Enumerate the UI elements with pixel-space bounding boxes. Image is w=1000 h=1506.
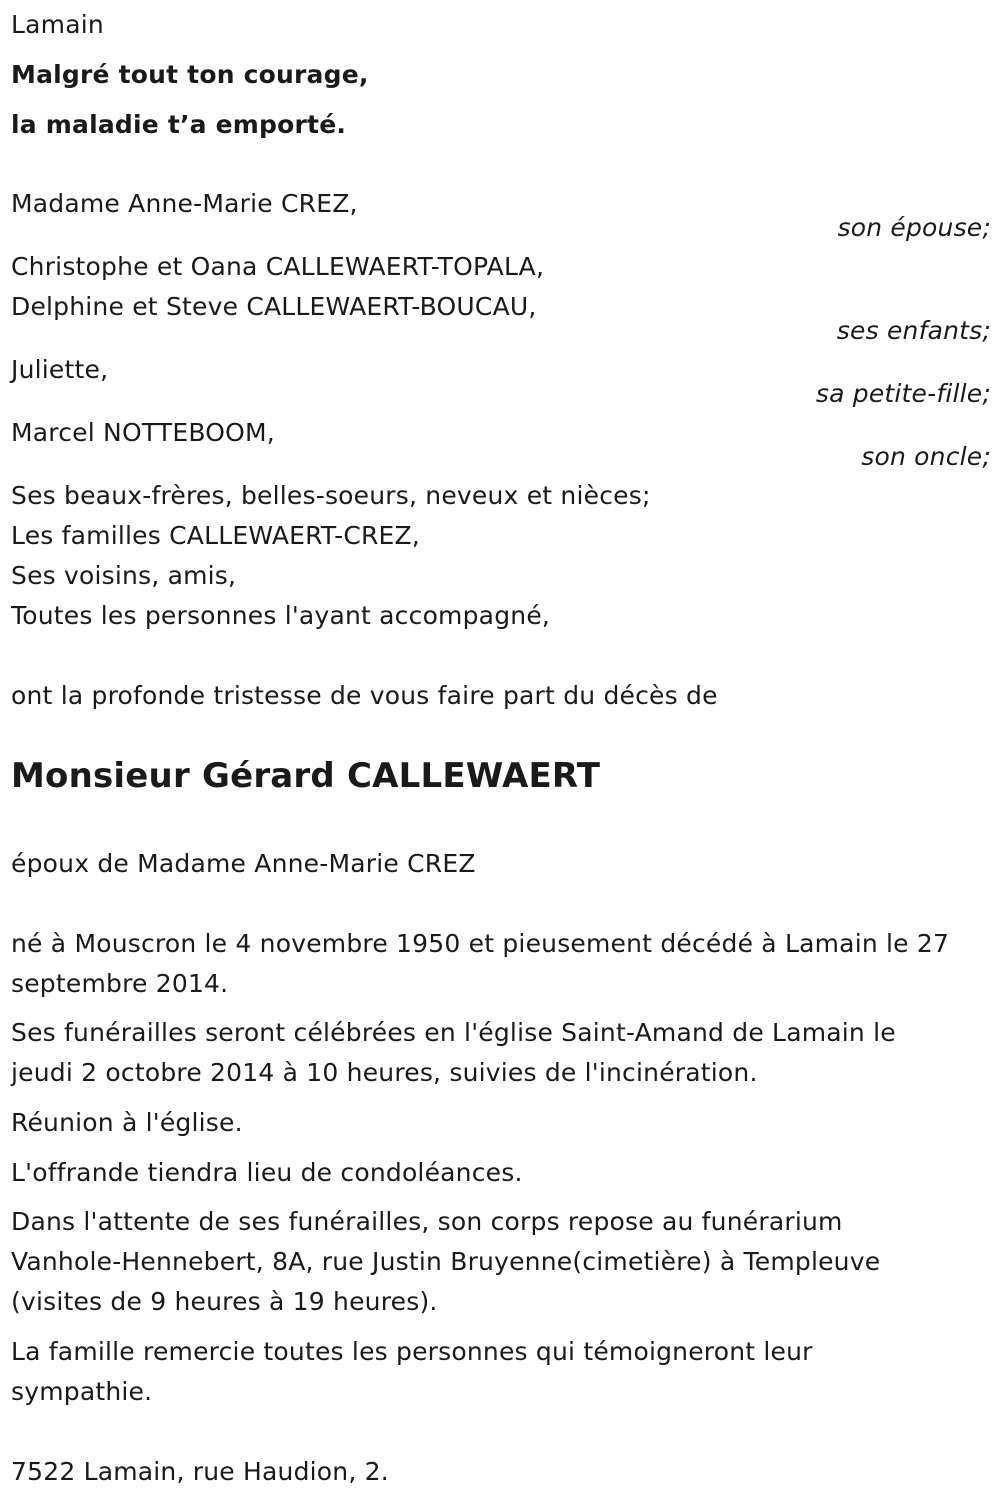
thanks-line-1: La famille remercie toutes les personnes qui témoigneront leur (11, 1337, 813, 1366)
others-line-4: Toutes les personnes l'ayant accompagné, (11, 601, 551, 630)
announcement-intro: ont la profonde tristesse de vous faire part du décès de (11, 681, 718, 710)
spouse-role: son épouse; (837, 213, 991, 242)
others-line-1: Ses beaux-frères, belles-soeurs, neveux et nièces; (11, 481, 651, 510)
spouse-name: Madame Anne-Marie CREZ, (11, 189, 358, 218)
grandchild-role: sa petite-fille; (815, 379, 991, 408)
children-line-1: Christophe et Oana CALLEWAERT-TOPALA, (11, 252, 545, 281)
thanks-line-2: sympathie. (11, 1377, 153, 1406)
others-line-2: Les familles CALLEWAERT-CREZ, (11, 521, 421, 550)
others-line-3: Ses voisins, amis, (11, 561, 237, 590)
rest-line-1: Dans l'attente de ses funérailles, son corps repose au funérarium (11, 1207, 843, 1236)
verse-line-1: Malgré tout ton courage, (11, 60, 369, 89)
rest-line-3: (visites de 9 heures à 19 heures). (11, 1287, 438, 1316)
offering-line: L'offrande tiendra lieu de condoléances. (11, 1158, 523, 1187)
meeting-line: Réunion à l'église. (11, 1108, 243, 1137)
children-role: ses enfants; (836, 316, 991, 345)
verse-line-2: la maladie t’a emporté. (11, 110, 347, 139)
funeral-line-2: jeudi 2 octobre 2014 à 10 heures, suivies de l'incinération. (11, 1058, 758, 1087)
funeral-line-1: Ses funérailles seront célébrées en l'église Saint-Amand de Lamain le (11, 1018, 896, 1047)
grandchild-name: Juliette, (11, 355, 109, 384)
uncle-name: Marcel NOTTEBOOM, (11, 418, 275, 447)
uncle-role: son oncle; (861, 442, 991, 471)
birth-death-line-2: septembre 2014. (11, 969, 229, 998)
deceased-name: Monsieur Gérard CALLEWAERT (11, 756, 601, 796)
children-line-2: Delphine et Steve CALLEWAERT-BOUCAU, (11, 292, 537, 321)
spouse-of-line: époux de Madame Anne-Marie CREZ (11, 849, 476, 878)
location-header: Lamain (11, 10, 104, 39)
rest-line-2: Vanhole-Hennebert, 8A, rue Justin Bruyenne(cimetière) à Templeuve (11, 1247, 881, 1276)
family-address: 7522 Lamain, rue Haudion, 2. (11, 1457, 389, 1486)
birth-death-line-1: né à Mouscron le 4 novembre 1950 et pieusement décédé à Lamain le 27 (11, 929, 950, 958)
